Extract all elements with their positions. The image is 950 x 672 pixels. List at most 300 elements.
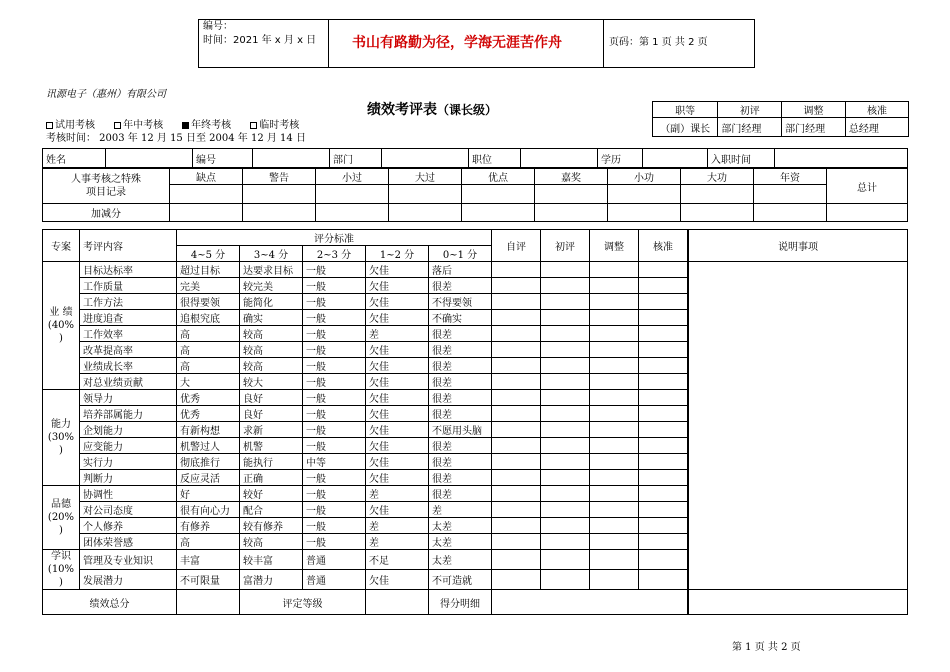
hr-cell[interactable] (681, 204, 754, 222)
standard-cell: 机警过人 (177, 438, 240, 454)
score-cell[interactable] (492, 570, 541, 590)
evaluation-table (42, 229, 908, 615)
score-cell[interactable] (639, 390, 689, 406)
standard-cell: 彻底推行 (177, 454, 240, 470)
standard-cell: 欠佳 (366, 310, 429, 326)
score-cell[interactable] (541, 342, 590, 358)
standard-cell: 反应灵活 (177, 470, 240, 486)
score-cell[interactable] (492, 550, 541, 570)
id-label: 编号 (193, 149, 253, 168)
standard-cell: 不确实 (429, 310, 492, 326)
score-cell[interactable] (492, 454, 541, 470)
page-indicator: 页码：第 1 页 共 2 页 (609, 37, 708, 48)
checkbox-icon (114, 122, 121, 129)
score-cell[interactable] (590, 262, 639, 278)
total-score-label: 绩效总分 (43, 590, 177, 615)
score-cell[interactable] (590, 278, 639, 294)
approval-role-4: 总经理 (845, 118, 908, 137)
hr-cell[interactable] (608, 204, 681, 222)
standard-cell: 不得要领 (429, 294, 492, 310)
range-header: 2~3 分 (303, 246, 366, 262)
score-cell[interactable] (590, 570, 639, 590)
score-cell[interactable] (492, 358, 541, 374)
education-value[interactable] (643, 149, 708, 168)
score-cell[interactable] (590, 326, 639, 342)
score-cell[interactable] (492, 278, 541, 294)
standard-cell: 超过目标 (177, 262, 240, 278)
score-cell[interactable] (639, 358, 689, 374)
standard-cell: 欠佳 (366, 422, 429, 438)
criterion-name: 工作方法 (80, 294, 177, 310)
score-cell[interactable] (590, 406, 639, 422)
standard-cell: 正确 (240, 470, 303, 486)
checkbox-icon (46, 122, 53, 129)
hr-item-7: 大功 (681, 169, 754, 185)
adjust-header: 调整 (590, 230, 639, 262)
hr-cell[interactable] (170, 185, 243, 204)
hr-cell[interactable] (316, 204, 389, 222)
hr-item-4: 优点 (462, 169, 535, 185)
score-cell[interactable] (492, 470, 541, 486)
standard-cell: 一般 (303, 342, 366, 358)
score-cell[interactable] (639, 502, 689, 518)
notes-footer[interactable] (688, 590, 908, 615)
hr-cell[interactable] (316, 185, 389, 204)
standard-cell: 一般 (303, 518, 366, 534)
standard-cell: 太差 (429, 518, 492, 534)
hr-cell[interactable] (608, 185, 681, 204)
motto: 书山有路勤为径，学海无涯苦作舟 (352, 35, 562, 51)
standard-cell: 欠佳 (366, 294, 429, 310)
approval-role-2: 部门经理 (718, 118, 782, 137)
standard-cell: 中等 (303, 454, 366, 470)
checkbox-label: 试用考核 (55, 120, 95, 131)
standard-cell: 差 (366, 518, 429, 534)
company-name: 讯源电子（惠州）有限公司 (46, 89, 166, 100)
standard-cell: 欠佳 (366, 342, 429, 358)
hr-total-label: 总计 (827, 169, 908, 204)
standard-cell: 很差 (429, 406, 492, 422)
form-title-main: 绩效考评表 (367, 102, 437, 118)
criterion-name: 领导力 (80, 390, 177, 406)
standard-cell: 不足 (366, 550, 429, 570)
score-cell[interactable] (639, 422, 689, 438)
standard-cell: 较高 (240, 326, 303, 342)
score-cell[interactable] (541, 534, 590, 550)
checkbox-label: 年中考核 (123, 120, 164, 131)
score-cell[interactable] (541, 550, 590, 570)
standard-cell: 很差 (429, 342, 492, 358)
standard-cell: 较有修养 (240, 518, 303, 534)
table-row (43, 262, 908, 278)
score-cell[interactable] (639, 278, 689, 294)
hr-item-8: 年资 (754, 169, 827, 185)
approval-role-3: 部门经理 (782, 118, 846, 137)
standard-cell: 较高 (240, 358, 303, 374)
standard-cell: 欠佳 (366, 502, 429, 518)
score-cell[interactable] (639, 438, 689, 454)
category-label: (10% (47, 564, 75, 575)
score-cell[interactable] (541, 454, 590, 470)
category-header: 专案 (43, 230, 80, 262)
standard-cell: 富潜力 (240, 570, 303, 590)
score-cell[interactable] (492, 486, 541, 502)
score-cell[interactable] (590, 374, 639, 390)
personal-info-table (42, 148, 908, 168)
standard-header: 评分标准 (177, 230, 492, 246)
criterion-name: 工作效率 (80, 326, 177, 342)
score-cell[interactable] (492, 326, 541, 342)
score-cell[interactable] (590, 502, 639, 518)
score-cell[interactable] (492, 342, 541, 358)
score-cell[interactable] (590, 470, 639, 486)
standard-cell: 一般 (303, 438, 366, 454)
score-cell[interactable] (492, 310, 541, 326)
score-cell[interactable] (541, 390, 590, 406)
score-cell[interactable] (541, 374, 590, 390)
score-cell[interactable] (541, 406, 590, 422)
score-cell[interactable] (492, 438, 541, 454)
standard-cell: 达要求目标 (240, 262, 303, 278)
score-detail-value[interactable] (492, 590, 689, 615)
notes-header: 说明事项 (688, 230, 908, 262)
header-divider-right (603, 19, 604, 68)
approval-table (652, 101, 909, 137)
score-cell[interactable] (639, 454, 689, 470)
category-label: ) (59, 577, 63, 588)
score-cell[interactable] (541, 502, 590, 518)
range-header: 3~4 分 (240, 246, 303, 262)
score-cell[interactable] (492, 518, 541, 534)
standard-cell: 差 (366, 326, 429, 342)
hr-records-table (42, 168, 908, 222)
standard-cell: 很差 (429, 374, 492, 390)
criterion-name: 企划能力 (80, 422, 177, 438)
score-cell[interactable] (639, 342, 689, 358)
criterion-name: 实行力 (80, 454, 177, 470)
score-cell[interactable] (639, 326, 689, 342)
id-value[interactable] (253, 149, 330, 168)
score-cell[interactable] (541, 518, 590, 534)
score-cell[interactable] (639, 262, 689, 278)
score-cell[interactable] (639, 470, 689, 486)
content-header: 考评内容 (80, 230, 177, 262)
checkbox-midyear[interactable] (114, 120, 163, 131)
category-label: ) (59, 445, 63, 456)
score-cell[interactable] (541, 438, 590, 454)
hr-records-label-2: 项目记录 (86, 187, 126, 198)
approval-approve: 核准 (845, 102, 908, 118)
score-cell[interactable] (590, 534, 639, 550)
criterion-name: 进度追查 (80, 310, 177, 326)
standard-cell: 欠佳 (366, 454, 429, 470)
standard-cell: 差 (429, 502, 492, 518)
hr-item-6: 小功 (608, 169, 681, 185)
category-label: 学识 (51, 551, 71, 562)
hr-cell[interactable] (389, 185, 462, 204)
category-label: (20% (47, 512, 75, 523)
hr-cell[interactable] (681, 185, 754, 204)
criterion-name: 工作质量 (80, 278, 177, 294)
standard-cell: 一般 (303, 534, 366, 550)
score-cell[interactable] (639, 374, 689, 390)
standard-cell: 一般 (303, 278, 366, 294)
score-cell[interactable] (590, 486, 639, 502)
standard-cell: 优秀 (177, 406, 240, 422)
hr-item-0: 缺点 (170, 169, 243, 185)
criterion-name: 应变能力 (80, 438, 177, 454)
score-cell[interactable] (590, 390, 639, 406)
standard-cell: 一般 (303, 470, 366, 486)
range-header: 4~5 分 (177, 246, 240, 262)
category-label: 品德 (51, 499, 71, 510)
category-cell (43, 262, 80, 390)
score-cell[interactable] (590, 342, 639, 358)
checkbox-temporary[interactable] (250, 120, 299, 131)
criterion-name: 业绩成长率 (80, 358, 177, 374)
score-cell[interactable] (639, 294, 689, 310)
total-score-value[interactable] (177, 590, 240, 615)
standard-cell: 欠佳 (366, 278, 429, 294)
criterion-name: 判断力 (80, 470, 177, 486)
standard-cell: 高 (177, 358, 240, 374)
standard-cell: 落后 (429, 262, 492, 278)
hr-records-label-1: 人事考核之特殊 (71, 174, 141, 185)
page-footer: 第 1 页 共 2 页 (732, 642, 801, 653)
standard-cell: 大 (177, 374, 240, 390)
standard-cell: 较高 (240, 534, 303, 550)
score-cell[interactable] (492, 502, 541, 518)
category-label: ) (59, 333, 63, 344)
category-cell (43, 550, 80, 590)
standard-cell: 不可造就 (429, 570, 492, 590)
standard-cell: 一般 (303, 374, 366, 390)
standard-cell: 较丰富 (240, 550, 303, 570)
self-eval-header: 自评 (492, 230, 541, 262)
notes-area[interactable] (688, 262, 908, 590)
score-cell[interactable] (639, 310, 689, 326)
standard-cell: 较大 (240, 374, 303, 390)
education-label: 学历 (598, 149, 643, 168)
standard-cell: 欠佳 (366, 406, 429, 422)
hr-cell[interactable] (535, 204, 608, 222)
score-cell[interactable] (492, 422, 541, 438)
standard-cell: 机警 (240, 438, 303, 454)
form-title (367, 103, 497, 117)
hr-cell[interactable] (827, 204, 908, 222)
standard-cell: 一般 (303, 294, 366, 310)
hr-cell[interactable] (462, 204, 535, 222)
standard-cell: 一般 (303, 502, 366, 518)
hr-cell[interactable] (243, 204, 316, 222)
score-cell[interactable] (639, 518, 689, 534)
score-cell[interactable] (492, 406, 541, 422)
score-cell[interactable] (639, 550, 689, 570)
standard-cell: 很差 (429, 326, 492, 342)
score-cell[interactable] (541, 326, 590, 342)
criterion-name: 对公司态度 (80, 502, 177, 518)
standard-cell: 普通 (303, 570, 366, 590)
name-label: 姓名 (43, 149, 106, 168)
category-label: 业 绩 (49, 307, 73, 318)
standard-cell: 高 (177, 534, 240, 550)
checkbox-label: 年终考核 (191, 120, 232, 131)
hr-cell[interactable] (535, 185, 608, 204)
standard-cell: 差 (366, 534, 429, 550)
standard-cell: 良好 (240, 390, 303, 406)
standard-cell: 一般 (303, 390, 366, 406)
dept-label: 部门 (330, 149, 382, 168)
score-cell[interactable] (590, 422, 639, 438)
score-cell[interactable] (590, 310, 639, 326)
score-cell[interactable] (541, 278, 590, 294)
criterion-name: 对总业绩贡献 (80, 374, 177, 390)
score-cell[interactable] (541, 294, 590, 310)
score-cell[interactable] (541, 262, 590, 278)
standard-cell: 能执行 (240, 454, 303, 470)
standard-cell: 欠佳 (366, 438, 429, 454)
criterion-name: 个人修养 (80, 518, 177, 534)
hire-date-value[interactable] (775, 149, 908, 168)
criterion-name: 培养部属能力 (80, 406, 177, 422)
standard-cell: 优秀 (177, 390, 240, 406)
score-cell[interactable] (590, 358, 639, 374)
standard-cell: 差 (366, 486, 429, 502)
standard-cell: 欠佳 (366, 358, 429, 374)
standard-cell: 好 (177, 486, 240, 502)
score-cell[interactable] (590, 294, 639, 310)
standard-cell: 一般 (303, 422, 366, 438)
grade-label: 评定等级 (240, 590, 366, 615)
checkbox-yearend[interactable] (182, 120, 231, 131)
standard-cell: 不愿用头脑 (429, 422, 492, 438)
approval-grade: 职等 (653, 102, 718, 118)
criterion-name: 改革提高率 (80, 342, 177, 358)
hr-cell[interactable] (243, 185, 316, 204)
checkbox-label: 临时考核 (259, 120, 300, 131)
standard-cell: 很差 (429, 390, 492, 406)
score-cell[interactable] (590, 550, 639, 570)
standard-cell: 很差 (429, 454, 492, 470)
hr-cell[interactable] (389, 204, 462, 222)
category-label: 能力 (51, 419, 71, 430)
approve-header: 核准 (639, 230, 689, 262)
approval-role-1: （副）课长 (653, 118, 718, 137)
criterion-name: 目标达标率 (80, 262, 177, 278)
standard-cell: 很差 (429, 470, 492, 486)
standard-cell: 完美 (177, 278, 240, 294)
score-cell[interactable] (590, 518, 639, 534)
criterion-name: 团体荣誉感 (80, 534, 177, 550)
standard-cell: 欠佳 (366, 390, 429, 406)
standard-cell: 欠佳 (366, 470, 429, 486)
category-label: (40% (47, 320, 75, 331)
score-cell[interactable] (492, 262, 541, 278)
standard-cell: 较好 (240, 486, 303, 502)
name-value[interactable] (106, 149, 193, 168)
standard-cell: 一般 (303, 406, 366, 422)
first-eval-header: 初评 (541, 230, 590, 262)
dept-value[interactable] (382, 149, 469, 168)
score-cell[interactable] (541, 486, 590, 502)
score-cell[interactable] (492, 294, 541, 310)
standard-cell: 太差 (429, 550, 492, 570)
standard-cell: 一般 (303, 358, 366, 374)
range-header: 0~1 分 (429, 246, 492, 262)
hr-item-1: 警告 (243, 169, 316, 185)
standard-cell: 丰富 (177, 550, 240, 570)
standard-cell: 很差 (429, 438, 492, 454)
score-cell[interactable] (541, 570, 590, 590)
standard-cell: 一般 (303, 262, 366, 278)
hr-cell[interactable] (170, 204, 243, 222)
standard-cell: 很差 (429, 278, 492, 294)
standard-cell: 普通 (303, 550, 366, 570)
hr-cell[interactable] (754, 185, 827, 204)
criterion-name: 发展潜力 (80, 570, 177, 590)
standard-cell: 有修养 (177, 518, 240, 534)
header-divider-left (328, 19, 329, 68)
category-cell (43, 486, 80, 550)
time-label: 时间：2021 年 x 月 x 日 (203, 35, 317, 46)
standard-cell: 高 (177, 342, 240, 358)
score-cell[interactable] (639, 570, 689, 590)
criterion-name: 管理及专业知识 (80, 550, 177, 570)
adjust-score-label: 加减分 (43, 204, 170, 222)
category-label: ) (59, 525, 63, 536)
score-cell[interactable] (639, 486, 689, 502)
review-type-options (46, 119, 299, 133)
standard-cell: 很差 (429, 486, 492, 502)
score-cell[interactable] (541, 358, 590, 374)
standard-cell: 欠佳 (366, 262, 429, 278)
score-cell[interactable] (541, 310, 590, 326)
serial-label: 编号： (203, 21, 233, 32)
standard-cell: 一般 (303, 486, 366, 502)
standard-cell: 有新构想 (177, 422, 240, 438)
position-value[interactable] (521, 149, 598, 168)
form-title-level: （课长级） (437, 103, 498, 117)
score-cell[interactable] (541, 470, 590, 486)
standard-cell: 很差 (429, 358, 492, 374)
standard-cell: 欠佳 (366, 570, 429, 590)
score-cell[interactable] (590, 438, 639, 454)
standard-cell: 追根究底 (177, 310, 240, 326)
standard-cell: 一般 (303, 310, 366, 326)
approval-first: 初评 (718, 102, 782, 118)
hr-item-2: 小过 (316, 169, 389, 185)
score-cell[interactable] (639, 406, 689, 422)
category-label: (30% (47, 432, 75, 443)
score-cell[interactable] (590, 454, 639, 470)
standard-cell: 配合 (240, 502, 303, 518)
hr-cell[interactable] (754, 204, 827, 222)
score-cell[interactable] (492, 374, 541, 390)
score-cell[interactable] (541, 422, 590, 438)
score-cell[interactable] (639, 534, 689, 550)
score-cell[interactable] (492, 390, 541, 406)
checkbox-probation[interactable] (46, 120, 95, 131)
hr-item-5: 嘉奖 (535, 169, 608, 185)
standard-cell: 良好 (240, 406, 303, 422)
hr-cell[interactable] (462, 185, 535, 204)
standard-cell: 求新 (240, 422, 303, 438)
checkbox-icon (250, 122, 257, 129)
grade-value[interactable] (366, 590, 429, 615)
standard-cell: 能简化 (240, 294, 303, 310)
score-cell[interactable] (492, 534, 541, 550)
hr-records-label (43, 169, 170, 204)
